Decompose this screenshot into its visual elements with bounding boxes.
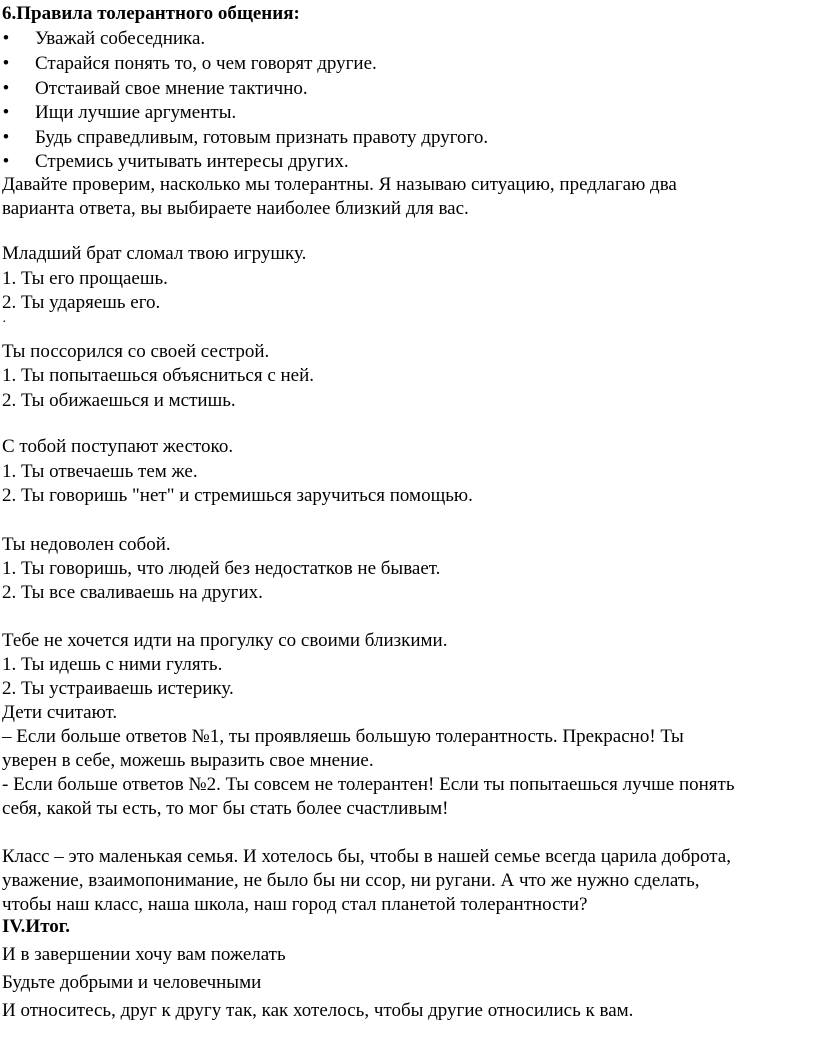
results-line: - Если больше ответов №2. Ты совсем не толерантен! Если ты попытаешься лучше понять [2, 774, 735, 795]
situation-title: Ты поссорился со своей сестрой. [2, 341, 270, 362]
class-line: чтобы наш класс, наша школа, наш город стал планетой толерантности? [2, 894, 588, 915]
answer-option: 2. Ты ударяешь его. [2, 292, 161, 313]
rule-text: Старайся понять то, о чем говорят другие. [35, 53, 377, 74]
answer-option: 1. Ты говоришь, что людей без недостатков не бывает. [2, 558, 441, 579]
bullet-icon: • [2, 78, 10, 99]
answer-option: 1. Ты идешь с ними гулять. [2, 654, 223, 675]
bullet-icon: • [2, 127, 10, 148]
summary-heading: IV.Итог. [2, 916, 71, 937]
rule-text: Стремись учитывать интересы других. [35, 151, 349, 172]
bullet-icon: • [2, 53, 10, 74]
situation-title: С тобой поступают жестоко. [2, 436, 234, 457]
bullet-icon: • [2, 102, 10, 123]
results-line: уверен в себе, можешь выразить свое мнение. [2, 750, 374, 771]
intro-line: Давайте проверим, насколько мы толерантны. Я называю ситуацию, предлагаю два [2, 174, 677, 195]
answer-option: 2. Ты все сваливаешь на других. [2, 582, 263, 603]
summary-line: Будьте добрыми и человечными [2, 972, 262, 993]
bullet-icon: • [2, 151, 10, 172]
answer-option: 2. Ты обижаешься и мстишь. [2, 390, 236, 411]
results-line: себя, какой ты есть, то мог бы стать более счастливым! [2, 798, 449, 819]
stray-dot: · [2, 315, 7, 330]
class-line: уважение, взаимопонимание, не было бы ни ссор, ни ругани. А что же нужно сделать, [2, 870, 700, 891]
answer-option: 2. Ты устраиваешь истерику. [2, 678, 234, 699]
answer-option: 2. Ты говоришь "нет" и стремишься заручиться помощью. [2, 485, 473, 506]
rule-text: Ищи лучшие аргументы. [35, 102, 237, 123]
class-line: Класс – это маленькая семья. И хотелось бы, чтобы в нашей семье всегда царила доброта, [2, 846, 731, 867]
situation-title: Ты недоволен собой. [2, 534, 171, 555]
summary-line: И в завершении хочу вам пожелать [2, 944, 286, 965]
rule-text: Уважай собеседника. [35, 28, 206, 49]
answer-option: 1. Ты отвечаешь тем же. [2, 461, 198, 482]
results-line: Дети считают. [2, 702, 118, 723]
intro-line: варианта ответа, вы выбираете наиболее близкий для вас. [2, 198, 469, 219]
rule-text: Отстаивай свое мнение тактично. [35, 78, 308, 99]
situation-title: Младший брат сломал твою игрушку. [2, 243, 307, 264]
rules-heading: 6.Правила толерантного общения: [2, 3, 300, 24]
results-line: – Если больше ответов №1, ты проявляешь большую толерантность. Прекрасно! Ты [2, 726, 684, 747]
answer-option: 1. Ты попытаешься объясниться с ней. [2, 365, 315, 386]
summary-line: И относитесь, друг к другу так, как хотелось, чтобы другие относились к вам. [2, 1000, 634, 1021]
rule-text: Будь справедливым, готовым признать правоту другого. [35, 127, 489, 148]
situation-title: Тебе не хочется идти на прогулку со своими близкими. [2, 630, 448, 651]
answer-option: 1. Ты его прощаешь. [2, 268, 168, 289]
bullet-icon: • [2, 28, 10, 49]
